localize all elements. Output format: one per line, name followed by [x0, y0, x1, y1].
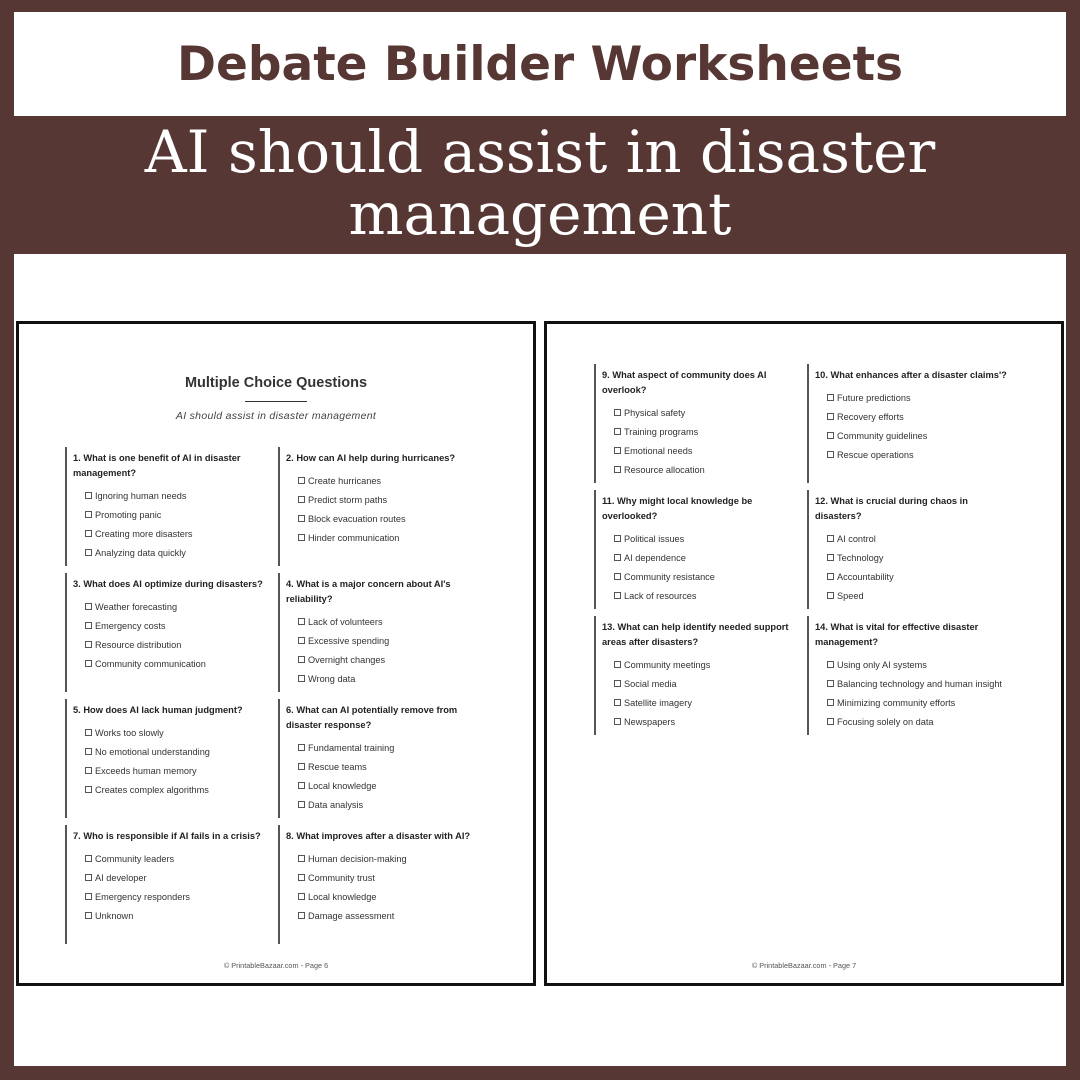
question-block — [594, 490, 801, 609]
answer-option[interactable]: Lack of volunteers — [286, 612, 485, 631]
question-block — [594, 364, 801, 483]
checkbox-icon[interactable] — [298, 801, 305, 808]
answer-option[interactable]: Human decision-making — [286, 849, 485, 868]
page-subtitle: AI should assist in disaster management — [175, 410, 377, 422]
question-block — [594, 616, 801, 735]
worksheet-page-6 — [16, 321, 536, 986]
answer-option[interactable]: Predict storm paths — [286, 490, 485, 509]
title-divider — [245, 401, 307, 402]
answer-option[interactable]: Balancing technology and human insight — [815, 674, 1014, 693]
answer-option[interactable]: Overnight changes — [286, 650, 485, 669]
checkbox-icon[interactable] — [85, 748, 92, 755]
question-text: 8. What improves after a disaster with AI? — [286, 831, 471, 841]
answer-option[interactable]: Technology — [815, 548, 1014, 567]
question-text: 7. Who is responsible if AI fails in a crisis? — [73, 831, 261, 841]
answer-option[interactable]: Local knowledge — [286, 776, 485, 795]
answer-option[interactable]: Recovery efforts — [815, 407, 1014, 426]
question-text: 1. What is one benefit of AI in disaster management? — [73, 453, 241, 478]
checkbox-icon[interactable] — [298, 515, 305, 522]
answer-option[interactable]: Emergency costs — [73, 616, 272, 635]
checkbox-icon[interactable] — [614, 554, 621, 561]
answer-option[interactable]: Emergency responders — [73, 887, 272, 906]
answer-option[interactable]: Community resistance — [602, 567, 801, 586]
checkbox-icon[interactable] — [298, 496, 305, 503]
page-footer: © PrintableBazaar.com - Page 7 — [751, 961, 857, 970]
checkbox-icon[interactable] — [827, 699, 834, 706]
checkbox-icon[interactable] — [298, 534, 305, 541]
question-block — [65, 825, 272, 944]
question-block — [807, 490, 1014, 609]
checkbox-icon[interactable] — [85, 912, 92, 919]
question-block — [278, 573, 485, 692]
checkbox-icon[interactable] — [614, 573, 621, 580]
question-text: 5. How does AI lack human judgment? — [73, 705, 243, 715]
answer-option[interactable]: Speed — [815, 586, 1014, 605]
question-text: 9. What aspect of community does AI overlook? — [602, 370, 767, 395]
answer-option[interactable]: Community meetings — [602, 655, 801, 674]
question-grid — [594, 364, 1014, 742]
checkbox-icon[interactable] — [827, 413, 834, 420]
answer-option[interactable]: Newspapers — [602, 712, 801, 731]
checkbox-icon[interactable] — [827, 680, 834, 687]
answer-option[interactable]: Emotional needs — [602, 441, 801, 460]
checkbox-icon[interactable] — [85, 511, 92, 518]
checkbox-icon[interactable] — [298, 744, 305, 751]
answer-option[interactable]: Creating more disasters — [73, 524, 272, 543]
answer-option[interactable]: Political issues — [602, 529, 801, 548]
checkbox-icon[interactable] — [85, 855, 92, 862]
answer-option[interactable]: Community communication — [73, 654, 272, 673]
checkbox-icon[interactable] — [827, 535, 834, 542]
checkbox-icon[interactable] — [827, 661, 834, 668]
answer-option[interactable]: Resource allocation — [602, 460, 801, 479]
question-text: 4. What is a major concern about AI's reliability? — [286, 579, 451, 604]
answer-option[interactable]: Local knowledge — [286, 887, 485, 906]
checkbox-icon[interactable] — [85, 729, 92, 736]
checkbox-icon[interactable] — [827, 573, 834, 580]
checkbox-icon[interactable] — [614, 466, 621, 473]
question-text: 11. Why might local knowledge be overlooked? — [602, 496, 753, 521]
question-block — [807, 616, 1014, 735]
checkbox-icon[interactable] — [614, 661, 621, 668]
page-header — [19, 375, 533, 422]
answer-option[interactable]: Data analysis — [286, 795, 485, 814]
answer-option[interactable]: Rescue teams — [286, 757, 485, 776]
checkbox-icon[interactable] — [614, 592, 621, 599]
question-text: 14. What is vital for effective disaster management? — [815, 622, 979, 647]
answer-option[interactable]: Rescue operations — [815, 445, 1014, 464]
question-block — [65, 447, 272, 566]
answer-option[interactable]: Minimizing community efforts — [815, 693, 1014, 712]
checkbox-icon[interactable] — [827, 394, 834, 401]
checkbox-icon[interactable] — [614, 428, 621, 435]
checkbox-icon[interactable] — [298, 763, 305, 770]
checkbox-icon[interactable] — [85, 603, 92, 610]
answer-option[interactable]: Future predictions — [815, 388, 1014, 407]
question-text: 13. What can help identify needed support areas after disasters? — [602, 622, 789, 647]
checkbox-icon[interactable] — [85, 492, 92, 499]
answer-option[interactable]: Works too slowly — [73, 723, 272, 742]
checkbox-icon[interactable] — [827, 432, 834, 439]
answer-option[interactable]: Create hurricanes — [286, 471, 485, 490]
checkbox-icon[interactable] — [85, 660, 92, 667]
checkbox-icon[interactable] — [614, 718, 621, 725]
question-block — [807, 364, 1014, 483]
checkbox-icon[interactable] — [298, 893, 305, 900]
checkbox-icon[interactable] — [614, 409, 621, 416]
checkbox-icon[interactable] — [614, 699, 621, 706]
checkbox-icon[interactable] — [298, 618, 305, 625]
answer-option[interactable]: Excessive spending — [286, 631, 485, 650]
question-block — [278, 699, 485, 818]
question-block — [278, 447, 485, 566]
checkbox-icon[interactable] — [85, 622, 92, 629]
answer-option[interactable]: Hinder communication — [286, 528, 485, 547]
checkbox-icon[interactable] — [85, 641, 92, 648]
topic-banner — [0, 116, 1080, 254]
answer-option[interactable]: Community trust — [286, 868, 485, 887]
answer-option[interactable]: Weather forecasting — [73, 597, 272, 616]
answer-option[interactable]: Using only AI systems — [815, 655, 1014, 674]
checkbox-icon[interactable] — [85, 893, 92, 900]
question-block — [65, 699, 272, 818]
checkbox-icon[interactable] — [827, 451, 834, 458]
checkbox-icon[interactable] — [298, 912, 305, 919]
checkbox-icon[interactable] — [298, 855, 305, 862]
answer-option[interactable]: Physical safety — [602, 403, 801, 422]
checkbox-icon[interactable] — [298, 477, 305, 484]
answer-option[interactable]: Wrong data — [286, 669, 485, 688]
answer-option[interactable]: Satellite imagery — [602, 693, 801, 712]
worksheet-page-7 — [544, 321, 1064, 986]
answer-option[interactable]: No emotional understanding — [73, 742, 272, 761]
checkbox-icon[interactable] — [614, 447, 621, 454]
question-block — [65, 573, 272, 692]
checkbox-icon[interactable] — [85, 874, 92, 881]
question-grid — [65, 447, 485, 951]
answer-option[interactable]: Damage assessment — [286, 906, 485, 925]
checkbox-icon[interactable] — [827, 718, 834, 725]
answer-option[interactable]: Promoting panic — [73, 505, 272, 524]
checkbox-icon[interactable] — [85, 530, 92, 537]
answer-option[interactable]: Lack of resources — [602, 586, 801, 605]
checkbox-icon[interactable] — [298, 656, 305, 663]
checkbox-icon[interactable] — [298, 637, 305, 644]
answer-option[interactable]: Social media — [602, 674, 801, 693]
checkbox-icon[interactable] — [827, 592, 834, 599]
answer-option[interactable]: Accountability — [815, 567, 1014, 586]
answer-option[interactable]: Community leaders — [73, 849, 272, 868]
question-text: 2. How can AI help during hurricanes? — [286, 453, 456, 463]
topic-title: AI should assist in disaster management — [144, 118, 936, 248]
answer-option[interactable]: AI dependence — [602, 548, 801, 567]
answer-option[interactable]: Community guidelines — [815, 426, 1014, 445]
question-block — [278, 825, 485, 944]
answer-option[interactable]: Resource distribution — [73, 635, 272, 654]
answer-option[interactable]: Training programs — [602, 422, 801, 441]
checkbox-icon[interactable] — [85, 786, 92, 793]
checkbox-icon[interactable] — [298, 782, 305, 789]
checkbox-icon[interactable] — [298, 874, 305, 881]
page-footer: © PrintableBazaar.com - Page 6 — [223, 961, 329, 970]
checkbox-icon[interactable] — [298, 675, 305, 682]
brand-title: Debate Builder Worksheets — [176, 36, 904, 92]
answer-option[interactable]: AI control — [815, 529, 1014, 548]
answer-option[interactable]: Analyzing data quickly — [73, 543, 272, 562]
checkbox-icon[interactable] — [85, 767, 92, 774]
answer-option[interactable]: Fundamental training — [286, 738, 485, 757]
checkbox-icon[interactable] — [827, 554, 834, 561]
question-text: 6. What can AI potentially remove from disaster response? — [286, 705, 458, 730]
answer-option[interactable]: Exceeds human memory — [73, 761, 272, 780]
checkbox-icon[interactable] — [85, 549, 92, 556]
question-text: 12. What is crucial during chaos in disasters? — [815, 496, 968, 521]
answer-option[interactable]: Block evacuation routes — [286, 509, 485, 528]
page-title: Multiple Choice Questions — [184, 375, 368, 391]
checkbox-icon[interactable] — [614, 535, 621, 542]
answer-option[interactable]: Ignoring human needs — [73, 486, 272, 505]
question-text: 10. What enhances after a disaster claims'? — [815, 370, 1007, 380]
answer-option[interactable]: Creates complex algorithms — [73, 780, 272, 799]
answer-option[interactable]: AI developer — [73, 868, 272, 887]
answer-option[interactable]: Unknown — [73, 906, 272, 925]
answer-option[interactable]: Focusing solely on data — [815, 712, 1014, 731]
checkbox-icon[interactable] — [614, 680, 621, 687]
question-text: 3. What does AI optimize during disasters? — [73, 579, 263, 589]
